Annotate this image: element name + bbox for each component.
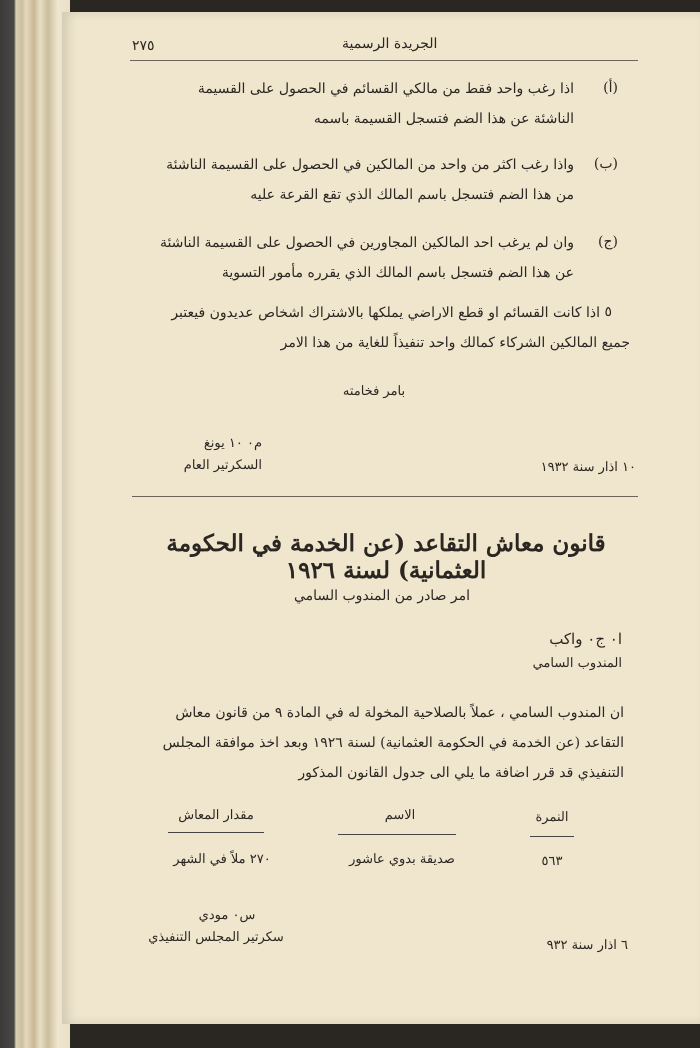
page-number: ٢٧٥ — [132, 38, 155, 54]
second-signature-date: ٦ اذار سنة ٩٣٢ — [546, 938, 628, 953]
column-header-pension: مقدار المعاش — [178, 808, 254, 823]
law-title: قانون معاش التقاعد (عن الخدمة في الحكومة العثمانية) لسنة ١٩٢٦ — [166, 530, 606, 584]
clause-a-label: (أ) — [603, 80, 618, 96]
column-header-pension-rule — [168, 832, 264, 833]
column-header-number: النمرة — [535, 810, 569, 825]
by-order-line: بامر فخامته — [342, 384, 406, 399]
issuer-name: ا٠ ج٠ واكب — [549, 630, 622, 648]
row-name: صديقة بدوي عاشور — [349, 852, 455, 867]
article-5-text: اذا كانت القسائم او قطع الاراضي يملكها بالاشتراك اشخاص عديدون فيعتبر جميع المالكين الشركاء كمالك واحد تنفيذاً للغاية من هذا الامر — [171, 305, 630, 351]
header-rule — [130, 60, 638, 61]
law-subtitle: امر صادر من المندوب السامي — [293, 588, 471, 604]
first-signature-date: ١٠ اذار سنة ١٩٣٢ — [540, 460, 636, 475]
first-signatory-name: م٠ ١٠ يونغ — [203, 436, 262, 451]
row-pension: ٢٧٠ ملاً في الشهر — [173, 852, 271, 867]
section-divider — [132, 496, 638, 497]
gazette-header-title: الجريدة الرسمية — [342, 36, 438, 52]
book-page-edges — [0, 0, 70, 1048]
clause-b-text: واذا رغب اكثر من واحد من المالكين في الحصول على القسيمة الناشئة من هذا الضم فتسجل باسم المالك الذي تقع القرعة عليه — [166, 157, 574, 203]
issuer-title: المندوب السامي — [532, 656, 622, 671]
first-signatory-title: السكرتير العام — [183, 458, 262, 473]
second-signatory-name: س٠ مودي — [198, 908, 256, 923]
column-header-name-rule — [338, 834, 456, 835]
law-body: ان المندوب السامي ، عملاً بالصلاحية المخولة له في المادة ٩ من قانون معاش التقاعد (عن الخدمة في الحكومة العثمانية) لسنة ١٩٢٦ وبعد اخذ موافقة المجلس التنفيذي قد قرر اضافة ما يلي الى جدول القانون المذكور — [162, 705, 624, 781]
gazette-page — [62, 12, 700, 1024]
column-header-name: الاسم — [384, 808, 416, 823]
column-header-number-rule — [530, 836, 574, 837]
clause-c-label: (ج) — [598, 234, 618, 250]
article-5-number: ٥ — [604, 304, 612, 320]
second-signatory-title: سكرتير المجلس التنفيذي — [148, 930, 284, 945]
clause-b-label: (ب) — [593, 156, 618, 172]
clause-c-text: وان لم يرغب احد المالكين المجاورين في الحصول على القسيمة الناشئة عن هذا الضم فتسجل باسم المالك الذي يقرره مأمور التسوية — [159, 235, 574, 281]
clause-a-text: اذا رغب واحد فقط من مالكي القسائم في الحصول على القسيمة الناشئة عن هذا الضم فتسجل القسيمة باسمه — [197, 81, 574, 127]
row-number: ٥٦٣ — [541, 854, 563, 869]
